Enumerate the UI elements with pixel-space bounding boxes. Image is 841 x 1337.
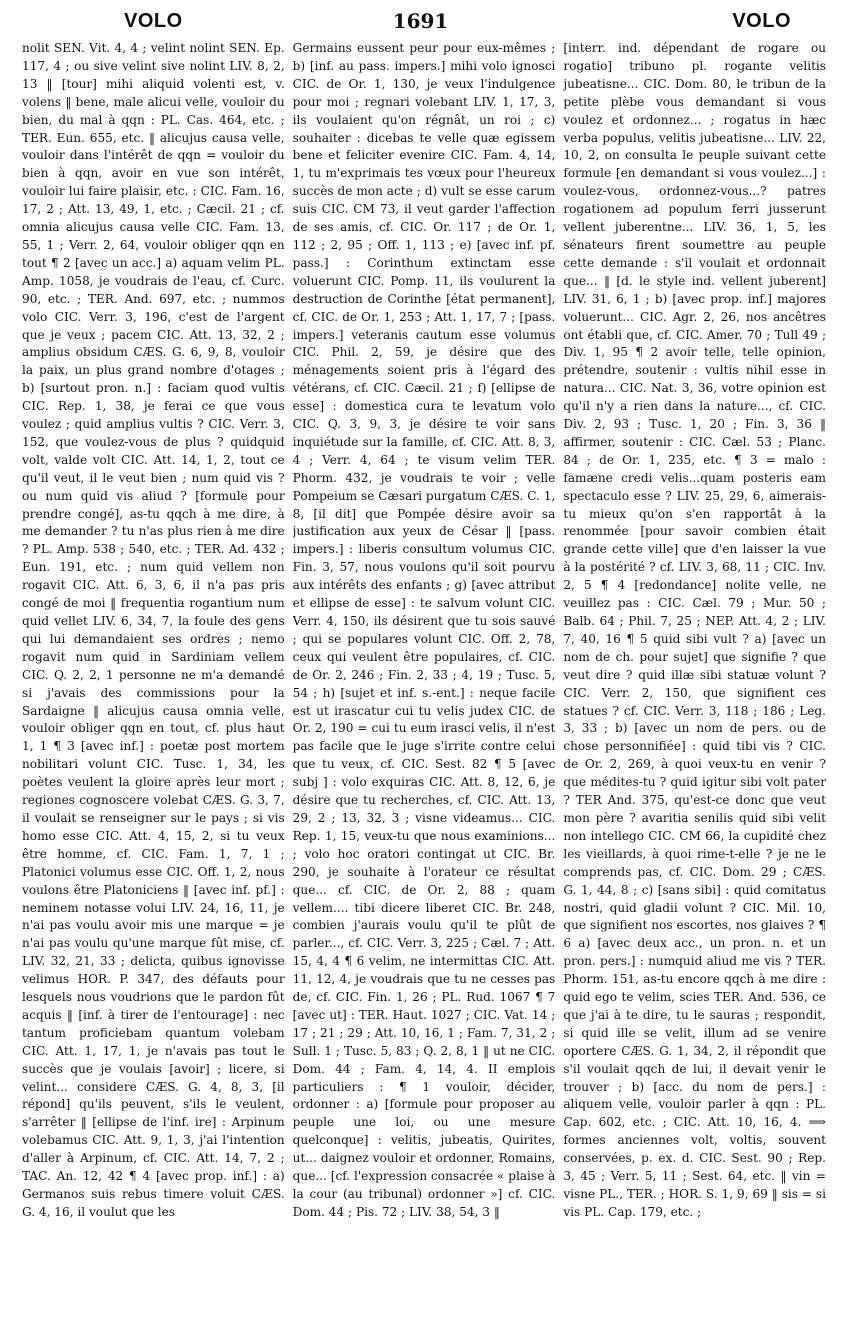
column-2-text: Germains eussent peur pour eux-mêmes ; b) [inf. au pass. impers.] mihi volo ignosci CIC. de Or. 1, 130, je veux l'indulgence pour moi ; regnari volebant LIV. 1, 17, 3, ils voulaient qu'on régnât, un roi ; c) souhaiter : dicebas te velle quæ egissem bene et feliciter evenire CIC. Fam. 4, 14, 1, tu m'exprimais tes vœux pour l'heureux succès de mon acte ; d) vult se esse carum suis CIC. CM 73, il veut garder l'affection de ses amis, cf. CIC. Or. 117 ; de Or. 1, 112 ; 2, 95 ; Off. 1, 113 ; e) [avec inf. pf. pass.] : Corinthum extinctam esse voluerunt CIC. Pomp. 11, ils voulurent la destruction de Corinthe [état permanent], cf. CIC. de Or. 1, 253 ; Att. 1, 17, 7 ; [pass. impers.] veteranis cautum esse volumus CIC. Phil. 2, 59, je désire que des ménagements soient pris à l'égard des vétérans, cf. CIC. Cæcil. 21 ; f) [ellipse de esse] : domestica cura te levatum volo CIC. Q. 3, 9, 3, je désire te voir sans inquiétude sur la famille, cf. CIC. Att. 8, 3, 4 ; Verr. 4, 64 ; te visum velim TER. Phorm. 432, je voudrais te voir ; velle Pompeium se Cæsari purgatum CÆS. C. 1, 8, [il dit] que Pompée désire avoir sa justification aux yeux de César ‖ [pass. impers.] : liberis consultum volumus CIC. Fin. 3, 57, nous voulons qu'il soit pourvu aux intérêts des enfants ; g) [avec attribut et ellipse de esse] : te salvum volunt CIC. Verr. 4, 150, ils désirent que tu sois sauvé ; qui se populares volunt CIC. Off. 2, 78, ceux qui veulent être populaires, cf. CIC. de Or. 2, 246 ; Fin. 2, 33 ; 4, 19 ; Tusc. 5, 54 ; h) [sujet et inf. s.-ent.] : neque facile est ut irascatur cui tu velis judex CIC. de Or. 2, 190 = cui tu eum irasci velis, il n'est pas facile que le juge s'irrite contre celui que tu veux, cf. CIC. Sest. 82 ¶ 5 [avec subj ] : volo exquiras CIC. Att. 8, 12, 6, je désire que tu recherches, cf. CIC. Att. 13, 29, 2 ; 13, 32, 3 ; visne videamus... CIC. Rep. 1, 15, veux-tu que nous examinions... ; volo hoc oratori contingat ut CIC. Br. 290, je souhaite à l'orateur ce résultat que... cf. CIC. de Or. 2, 88 ; quam vellem.... tibi dicere liberet CIC. Br. 248, combien j'aurais voulu qu'il te plût de parler..., cf. CIC. Verr. 3, 225 ; Cæl. 7 ; Att. 15, 4, 4 ¶ 6 velim, ne intermittas CIC. Att. 11, 12, 4, je voudrais que tu ne cesses pas de, cf. CIC. Fin. 1, 26 ; PL. Rud. 1067 ¶ 7 [avec ut] : TER. Haut. 1027 ; CIC. Vat. 14 ; 17 ; 21 ; 29 ; Att. 10, 16, 1 ; Fam. 7, 31, 2 ; Sull. 1 ; Tusc. 5, 83 ; Q. 2, 8, 1 ‖ ut ne CIC. Dom. 44 ; Fam. 4, 14, 4. II emplois particuliers : ¶ 1 vouloir, décider, ordonner : a) [formule pour proposer au peuple une loi, ou une mesure quelconque] : velitis, jubeatis, Quirites, ut... daignez vouloir et ordonner, Romains, que... [cf. l'expression consacrée « plaise à la cour (au tribunal) ordonner »] cf. CIC. Dom. 44 ; Pis. 72 ; LIV. 38, 54, 3 ‖ xyxy=(292,41,556,1219)
column-3-text: [interr. ind. dépendant de rogare ou rogatio] tribuno pl. rogante velitis jubeatisne... CIC. Dom. 80, le tribun de la petite plèbe vous demandant si vous voulez et ordonnez... ; rogatus in hæc verba populus, velitis jubeatisne... LIV. 22, 10, 2, on consulta le peuple suivant cette formule [en demandant si vous voulez...] : voulez-vous, ordonnez-vous...? patres rogationem ad populum ferri jusserunt vellent juberentne... LIV. 36, 1, 5, les sénateurs firent soumettre au peuple cette demande : s'il voulait et ordonnait que... ‖ [d. le style ind. vellent juberent] LIV. 31, 6, 1 ; b) [avec prop. inf.] majores voluerunt... CIC. Agr. 2, 26, nos ancêtres ont établi que, cf. CIC. Amer. 70 ; Tull 49 ; Div. 1, 95 ¶ 2 avoir telle, telle opinion, prétendre, soutenir : vultis nihil esse in natura... CIC. Nat. 3, 36, votre opinion est qu'il n'y a rien dans la nature..., cf. CIC. Div. 2, 93 ; Tusc. 1, 20 ; Fin. 3, 36 ‖ affirmer, soutenir : CIC. Cæl. 53 ; Planc. 84 ; de Or. 1, 235, etc. ¶ 3 = malo : famæne credi velis...quam posteris eam spectaculo esse ? LIV. 25, 29, 6, aimerais-tu mieux qu'on s'en rapportât à la renommée [pour savoir combien était grande cette ville] que d'en laisser la vue à la postérité ? cf. LIV. 3, 68, 11 ; CIC. Inv. 2, 5 ¶ 4 [redondance] nolite velle, ne veuillez pas : CIC. Cæl. 79 ; Mur. 50 ; Balb. 64 ; Phil. 7, 25 ; NEP. Att. 4, 2 ; LIV. 7, 40, 16 ¶ 5 quid sibi vult ? a) [avec un nom de ch. pour sujet] que signifie ? que veut dire ? quid illæ sibi statuæ volunt ? CIC. Verr. 2, 150, que signifient ces statues ? cf. CIC. Verr. 3, 118 ; 186 ; Leg. 3, 33 ; b) [avec un nom de pers. ou de chose personnifiée] : quid tibi vis ? CIC. de Or. 2, 269, à quoi veux-tu en venir ? que médites-tu ? quid igitur sibi volt pater ? TER And. 375, qu'est-ce donc que veut mon père ? avaritia senilis quid sibi velit non intellego CIC. CM 66, la cupidité chez les vieillards, à quoi rime-t-elle ? je ne le comprends pas, cf. CIC. Dom. 29 ; CÆS. G. 1, 44, 8 ; c) [sans sibi] : quid comitatus nostri, quid gladii volunt ? CIC. Mil. 10, que signifient nos escortes, nos glaives ? ¶ 6 a) [avec deux acc., un pron. n. et un pron. pers.] : numquid aliud me vis ? TER. Phorm. 151, as-tu encore qqch à me dire : quid ego te velim, scies TER. And. 536, ce que j'ai à te dire, tu le sauras ; respondit, si quid ille se velit, illum ad se venire oportere CÆS. G. 1, 34, 2, il répondit que s'il voulait qqch de lui, il devait venir le trouver ; b) [acc. du nom de pers.] : aliquem velle, vouloir parler à qqn : PL. Cap. 602, etc. ; CIC. Att. 10, 16, 4. ⟹ formes anciennes volt, voltis, souvent conservées, p. ex. d. CIC. Sest. 90 ; Rep. 3, 45 ; Verr. 5, 11 ; Sest. 64, etc. ‖ vin = visne PL., TER. ; HOR. S. 1, 9, 69 ‖ sis = si vis PL. Cap. 179, etc. ; xyxy=(563,41,827,1219)
page-header xyxy=(20,6,821,36)
dictionary-column-1 xyxy=(22,40,285,1330)
column-1-text: nolit SEN. Vit. 4, 4 ; velint nolint SEN. Ep. 117, 4 ; ou sive velint sive nolint LIV. 8, 2, 13 ‖ [tour] mihi aliquid volenti est, v. volens ‖ bene, male alicui velle, vouloir du bien, du mal à qqn : PL. Cas. 464, etc. ; TER. Eun. 655, etc. ‖ alicujus causa velle, vouloir dans l'intérêt de qqn = vouloir du bien à qqn, avoir en vue son intérêt, vouloir lui faire plaisir, etc. : CIC. Fam. 16, 17, 2 ; Att. 13, 49, 1, etc. ; Cæcil. 21 ; cf. omnia alicujus causa velle CIC. Fam. 13, 55, 1 ; Verr. 2, 64, vouloir obliger qqn en tout ¶ 2 [avec un acc.] a) aquam velim PL. Amp. 1058, je voudrais de l'eau, cf. Curc. 90, etc. ; TER. And. 697, etc. ; nummos volo CIC. Verr. 3, 196, c'est de l'argent que je veux ; pacem CIC. Att. 13, 32, 2 ; amplius obsidum CÆS. G. 6, 9, 8, vouloir la paix, un plus grand nombre d'otages ; b) [surtout pron. n.] : faciam quod vultis CIC. Rep. 1, 38, je ferai ce que vous voulez ; quid amplius vultis ? CIC. Verr. 3, 152, que voulez-vous de plus ? quidquid volt, valde volt CIC. Att. 14, 1, 2, tout ce qu'il veut, il le veut bien ; num quid vis ? ou num quid vis aliud ? [formule pour prendre congé], as-tu qqch à me dire, à me demander ? tu n'as plus rien à me dire ? PL. Amp. 538 ; 540, etc. ; TER. Ad. 432 ; Eun. 191, etc. ; num quid vellem non rogavit CIC. Att. 6, 3, 6, il n'a pas pris congé de moi ‖ frequentia rogantium num quid vellet LIV. 6, 34, 7, la foule des gens qui lui demandaient ses ordres ; nemo rogavit num quid in Sardiniam vellem CIC. Q. 2, 2, 1 personne ne m'a demandé si j'avais des commissions pour la Sardaigne ‖ alicujus causa omnia velle, vouloir obliger qqn en tout, cf. plus haut 1, 1 ¶ 3 [avec inf.] : poetæ post mortem nobilitari volunt CIC. Tusc. 1, 34, les poètes veulent la gloire après leur mort ; regiones cognoscere volebat CÆS. G. 3, 7, il voulait se renseigner sur le pays ; si vis homo esse CIC. Att. 4, 15, 2, si tu veux être homme, cf. CIC. Fam. 1, 7, 1 ; Platonici volumus esse CIC. Off. 1, 2, nous voulons être Platoniciens ‖ [avec inf. pf.] : neminem notasse volui LIV. 24, 16, 11, je n'ai pas voulu avoir mis une marque = je n'ai pas voulu qu'une marque fût mise, cf. LIV. 32, 21, 33 ; delicta, quibus ignovisse velimus HOR. P. 347, des défauts pour lesquels nous voudrions que le pardon fût acquis ‖ [inf. à tirer de l'entourage] : nec tantum proficiebam quantum volebam CIC. Att. 1, 17, 1, je n'avais pas tout le succès que je voulais [avoir] ; licere, si velint... considere CÆS. G. 4, 8, 3, [il répond] qu'ils peuvent, s'ils le veulent, s'arrêter ‖ [ellipse de l'inf. ire] : Arpinum volebamus CIC. Att. 9, 1, 3, j'ai l'intention d'aller à Arpinum, cf. CIC. Att. 14, 7, 2 ; TAC. An. 12, 42 ¶ 4 [avec prop. inf.] : a) Germanos suis rebus timere voluit CÆS. G. 4, 16, il voulut que les xyxy=(22,41,285,1219)
right-running-headword: VOLO xyxy=(732,10,791,32)
dictionary-columns xyxy=(22,40,826,1330)
left-running-headword: VOLO xyxy=(124,10,183,32)
dictionary-column-3 xyxy=(563,40,826,1330)
page-number: 1691 xyxy=(392,9,449,33)
dictionary-column-2 xyxy=(293,40,556,1330)
